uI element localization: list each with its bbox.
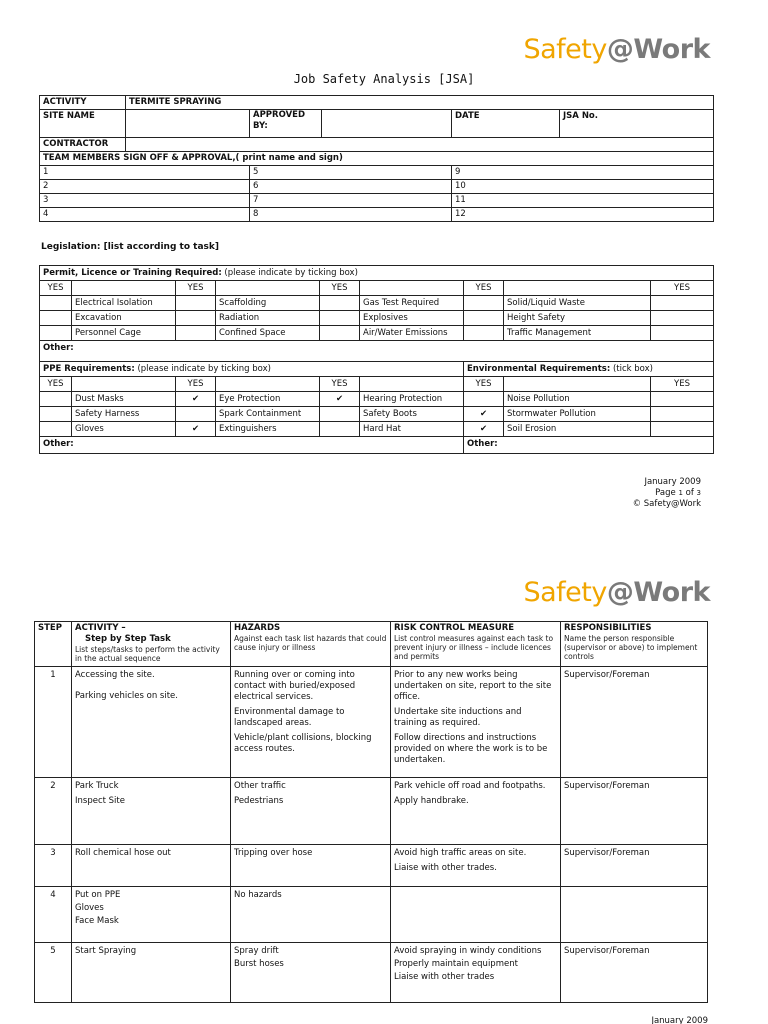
item-label: Hard Hat	[360, 422, 464, 437]
tick-box[interactable]	[176, 326, 216, 341]
tick-box[interactable]	[464, 326, 504, 341]
step-number: 2	[35, 778, 72, 845]
item-label: Solid/Liquid Waste	[504, 296, 651, 311]
tick-box[interactable]	[40, 311, 72, 326]
step-number: 4	[35, 887, 72, 943]
item-label: Personnel Cage	[72, 326, 176, 341]
env-other[interactable]: Other:	[464, 437, 714, 454]
tick-box[interactable]	[176, 407, 216, 422]
activity-line: Start Spraying	[75, 946, 137, 956]
ppe-row	[40, 392, 714, 407]
responsibility[interactable]	[561, 887, 708, 943]
hazards-subheader: Against each task list hazards that could cause injury or illness	[234, 634, 387, 652]
tick-box[interactable]	[176, 296, 216, 311]
page-title: Job Safety Analysis [JSA]	[293, 72, 475, 86]
yes-header: YES	[176, 377, 216, 392]
jsa-no-label[interactable]: JSA No.	[560, 110, 714, 138]
team-slot[interactable]: 10	[452, 180, 714, 194]
item-label: Noise Pollution	[504, 392, 651, 407]
item-label: Eye Protection	[216, 392, 320, 407]
item-label: Safety Harness	[72, 407, 176, 422]
brand-logo	[523, 34, 710, 65]
site-name-label: SITE NAME	[40, 110, 126, 138]
resp-header: RESPONSIBILITIES	[564, 623, 652, 633]
contractor-label: CONTRACTOR	[40, 138, 126, 152]
permit-row	[40, 326, 714, 341]
activity-header: ACTIVITY –	[75, 623, 126, 633]
responsibility[interactable]: Supervisor/Foreman	[561, 778, 708, 845]
item-label: Soil Erosion	[504, 422, 651, 437]
control-line: Liaise with other trades	[394, 972, 495, 982]
risk-header: RISK CONTROL MEASURE	[394, 623, 515, 633]
item-label: Confined Space	[216, 326, 320, 341]
item-label: Gas Test Required	[360, 296, 464, 311]
team-slot[interactable]: 7	[250, 194, 452, 208]
permit-heading: Permit, Licence or Training Required:	[43, 268, 222, 278]
tick-box[interactable]	[40, 296, 72, 311]
item-label: Height Safety	[504, 311, 651, 326]
step-number: 5	[35, 943, 72, 1003]
item-label: Spark Containment	[216, 407, 320, 422]
tick-box[interactable]	[320, 422, 360, 437]
table-row	[35, 667, 708, 778]
contractor-field[interactable]	[126, 138, 714, 152]
brand-part1: Safety	[523, 577, 607, 608]
hazards-header: HAZARDS	[234, 623, 281, 633]
control-cell[interactable]	[391, 887, 561, 943]
yes-header: YES	[651, 377, 714, 392]
hazard-line: No hazards	[234, 890, 282, 900]
brand-part2: @Work	[606, 577, 710, 608]
activity-subheader: List steps/tasks to perform the activity in the actual sequence	[75, 645, 220, 663]
tick-box[interactable]: ✔	[320, 392, 360, 407]
activity-line: Parking vehicles on site.	[75, 691, 178, 701]
hazard-line: Vehicle/plant collisions, blocking access routes.	[234, 733, 372, 754]
activity-line: Roll chemical hose out	[75, 848, 171, 858]
footer-date-cut: January 2009	[651, 1016, 708, 1024]
tick-box[interactable]	[320, 407, 360, 422]
control-line: Prior to any new works being undertaken on site, report to the site office.	[394, 670, 552, 702]
hazard-line: Burst hoses	[234, 959, 284, 969]
activity-value[interactable]: TERMITE SPRAYING	[126, 96, 714, 110]
brand-logo	[523, 577, 710, 608]
permit-other[interactable]: Other:	[40, 341, 714, 362]
permit-note: (please indicate by ticking box)	[224, 268, 358, 278]
ppe-heading: PPE Requirements:	[43, 364, 135, 374]
tick-box[interactable]	[40, 422, 72, 437]
item-label: Electrical Isolation	[72, 296, 176, 311]
control-line: Avoid high traffic areas on site.	[394, 848, 527, 858]
activity-header-2: Step by Step Task	[85, 634, 171, 644]
activity-line: Put on PPE	[75, 890, 121, 900]
step-header: STEP	[35, 622, 72, 667]
item-label: Safety Boots	[360, 407, 464, 422]
control-line: Park vehicle off road and footpaths.	[394, 781, 546, 791]
risk-subheader: List control measures against each task to prevent injury or illness – include licences and permits	[394, 634, 554, 661]
brand-part2: @Work	[606, 34, 710, 65]
ppe-note: (please indicate by ticking box)	[137, 364, 271, 374]
team-slot[interactable]: 8	[250, 208, 452, 222]
item-label: Gloves	[72, 422, 176, 437]
team-slot[interactable]: 11	[452, 194, 714, 208]
control-line: Avoid spraying in windy conditions	[394, 946, 542, 956]
tick-box[interactable]: ✔	[464, 407, 504, 422]
yes-header: YES	[320, 281, 360, 296]
yes-header: YES	[464, 281, 504, 296]
legislation-note: Legislation: [list according to task]	[41, 242, 219, 252]
activity-line: Face Mask	[75, 916, 119, 926]
date-label: DATE	[452, 110, 560, 138]
tick-box[interactable]	[40, 326, 72, 341]
control-line: Properly maintain equipment	[394, 959, 518, 969]
tick-box[interactable]	[651, 326, 714, 341]
item-label: Excavation	[72, 311, 176, 326]
tick-box[interactable]	[651, 311, 714, 326]
brand-part1: Safety	[523, 34, 607, 65]
team-slot[interactable]: 3	[40, 194, 250, 208]
ppe-row	[40, 407, 714, 422]
control-line: Undertake site inductions and training as required.	[394, 707, 522, 728]
team-slot[interactable]: 6	[250, 180, 452, 194]
control-line: Apply handbrake.	[394, 796, 469, 806]
hazard-line: Tripping over hose	[234, 848, 313, 858]
step-number: 3	[35, 845, 72, 887]
activity-line: Park Truck	[75, 781, 119, 791]
responsibility[interactable]: Supervisor/Foreman	[561, 667, 708, 778]
hazard-line: Running over or coming into contact with buried/exposed electrical services.	[234, 670, 356, 702]
tick-box[interactable]	[40, 407, 72, 422]
responsibility[interactable]: Supervisor/Foreman	[561, 845, 708, 887]
tick-box[interactable]	[176, 311, 216, 326]
permit-row	[40, 296, 714, 311]
team-slot[interactable]: 5	[250, 166, 452, 180]
yes-header: YES	[176, 281, 216, 296]
control-line: Follow directions and instructions provided on where the work is to be undertaken.	[394, 733, 548, 765]
yes-header: YES	[40, 377, 72, 392]
tick-box[interactable]	[320, 326, 360, 341]
env-note: (tick box)	[612, 364, 653, 374]
yes-header: YES	[320, 377, 360, 392]
tick-box[interactable]	[651, 407, 714, 422]
hazard-line: Environmental damage to landscaped areas.	[234, 707, 345, 728]
footer-copyright: © Safety@Work	[632, 499, 701, 509]
approved-by-field[interactable]	[322, 110, 452, 138]
tick-box[interactable]	[320, 296, 360, 311]
ppe-row	[40, 422, 714, 437]
tick-box[interactable]	[40, 392, 72, 407]
info-table	[39, 95, 714, 222]
table-row	[35, 778, 708, 845]
ppe-other[interactable]: Other:	[40, 437, 464, 454]
table-row	[35, 845, 708, 887]
item-label: Air/Water Emissions	[360, 326, 464, 341]
tick-box[interactable]	[464, 311, 504, 326]
yes-header: YES	[40, 281, 72, 296]
footer-date: January 2009	[644, 477, 701, 487]
hazard-line: Other traffic	[234, 781, 286, 791]
team-slot[interactable]: 4	[40, 208, 250, 222]
tick-box[interactable]	[651, 296, 714, 311]
tick-box[interactable]	[651, 392, 714, 407]
item-label: Traffic Management	[504, 326, 651, 341]
yes-header: YES	[464, 377, 504, 392]
steps-table	[34, 621, 708, 1003]
item-label: Radiation	[216, 311, 320, 326]
control-line: Liaise with other trades.	[394, 863, 497, 873]
tick-box[interactable]: ✔	[176, 392, 216, 407]
permit-row	[40, 311, 714, 326]
step-number: 1	[35, 667, 72, 778]
hazard-line: Spray drift	[234, 946, 279, 956]
team-label: TEAM MEMBERS SIGN OFF & APPROVAL,( print name and sign)	[40, 152, 714, 166]
footer-page: Page 1 of 3	[655, 488, 701, 498]
tick-box[interactable]: ✔	[176, 422, 216, 437]
activity-label: ACTIVITY	[40, 96, 126, 110]
resp-subheader: Name the person responsible (supervisor or above) to implement controls	[564, 634, 698, 661]
team-slot[interactable]: 12	[452, 208, 714, 222]
table-row	[35, 943, 708, 1003]
team-slot[interactable]: 2	[40, 180, 250, 194]
hazard-line: Pedestrians	[234, 796, 284, 806]
env-heading: Environmental Requirements:	[467, 364, 611, 374]
tick-box[interactable]	[320, 311, 360, 326]
tick-box[interactable]: ✔	[464, 422, 504, 437]
item-label: Dust Masks	[72, 392, 176, 407]
team-slot[interactable]: 1	[40, 166, 250, 180]
page-footer	[633, 477, 701, 510]
yes-header: YES	[651, 281, 714, 296]
tick-box[interactable]	[464, 392, 504, 407]
item-label: Extinguishers	[216, 422, 320, 437]
team-slot[interactable]: 9	[452, 166, 714, 180]
activity-line: Inspect Site	[75, 796, 125, 806]
item-label: Hearing Protection	[360, 392, 464, 407]
activity-line: Gloves	[75, 903, 104, 913]
responsibility[interactable]: Supervisor/Foreman	[561, 943, 708, 1003]
site-name-field[interactable]	[126, 110, 250, 138]
approved-by-label: APPROVED BY:	[250, 110, 322, 138]
tick-box[interactable]	[651, 422, 714, 437]
item-label: Explosives	[360, 311, 464, 326]
table-row	[35, 887, 708, 943]
tick-box[interactable]	[464, 296, 504, 311]
item-label: Scaffolding	[216, 296, 320, 311]
item-label: Stormwater Pollution	[504, 407, 651, 422]
requirements-table	[39, 265, 714, 454]
activity-line: Accessing the site.	[75, 670, 155, 680]
